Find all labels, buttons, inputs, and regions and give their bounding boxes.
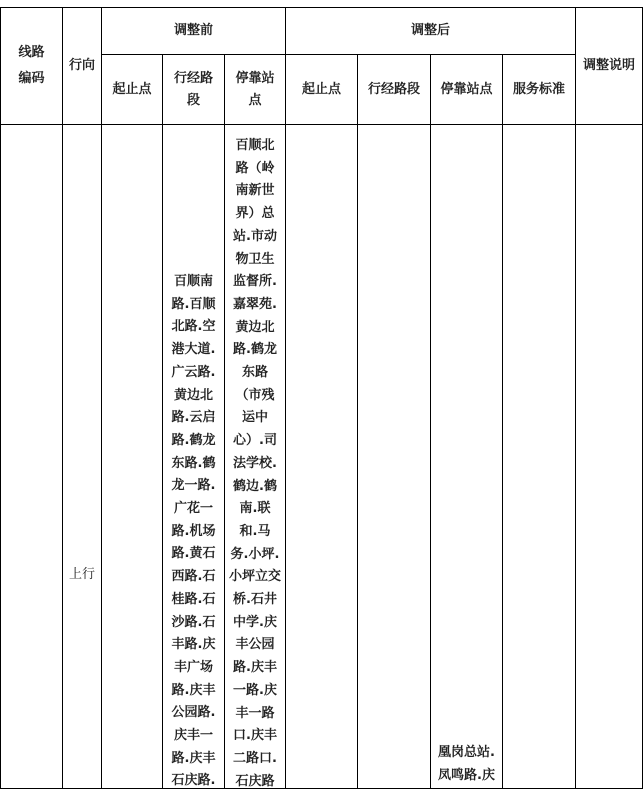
header-after-service: 服务标准 bbox=[512, 81, 565, 97]
before-stops-line: 石庆路 bbox=[235, 773, 275, 789]
before-stops-line: 界）总 bbox=[235, 206, 275, 222]
before-route-line: 广花一 bbox=[173, 501, 213, 517]
col-rule-0 bbox=[0, 7, 1, 789]
before-route-line: 路.庆丰 bbox=[171, 682, 216, 698]
before-stops-line: 丰公园 bbox=[235, 637, 275, 653]
before-route-line: 百顺南 bbox=[173, 274, 213, 289]
header-route-code bbox=[1, 8, 62, 124]
before-route-line: 路.庆丰 bbox=[171, 750, 216, 766]
col-rule-5 bbox=[285, 7, 286, 789]
before-stops-line: 嘉翠苑. bbox=[233, 296, 277, 312]
before-stops-line: （市残 bbox=[235, 387, 275, 403]
before-stops-line: 二路口. bbox=[233, 750, 277, 766]
before-stops-line: 心）.司 bbox=[233, 433, 277, 449]
after-stops-line: 凰岗总站. bbox=[438, 745, 495, 760]
header-bottom-rule bbox=[0, 124, 643, 125]
header-before-route-line2: 段 bbox=[186, 92, 200, 108]
before-route-line: 路.机场 bbox=[171, 523, 216, 539]
before-stops-line: 南新世 bbox=[235, 183, 275, 199]
col-rule-8 bbox=[502, 54, 503, 789]
before-stops-line: 黄边北 bbox=[235, 319, 275, 335]
before-route-cell bbox=[163, 271, 224, 793]
before-stops-line: 中学.庆 bbox=[233, 614, 277, 630]
before-stops-line: 物卫生 bbox=[235, 251, 275, 267]
before-route-line: 路.黄石 bbox=[171, 546, 216, 562]
before-route-line: 路.鹤龙 bbox=[171, 432, 216, 448]
header-before-stops-line2: 点 bbox=[248, 92, 262, 108]
header-after: 调整后 bbox=[410, 23, 450, 38]
header-before: 调整前 bbox=[173, 23, 213, 38]
before-route-line: 路.云启 bbox=[171, 410, 216, 426]
before-route-line: 公园路. bbox=[171, 705, 216, 721]
before-stops-line: 路.庆丰 bbox=[233, 660, 277, 676]
before-stops-line: 小坪立交 bbox=[228, 569, 281, 585]
header-direction: 行向 bbox=[68, 58, 95, 73]
before-stops-line: 法学校. bbox=[233, 455, 277, 471]
before-stops-cell bbox=[225, 135, 285, 793]
col-rule-2 bbox=[101, 7, 102, 789]
before-stops-line: 和.马 bbox=[239, 523, 271, 539]
header-route-code-line2: 编码 bbox=[18, 71, 45, 86]
before-route-line: 龙一路. bbox=[171, 478, 216, 494]
before-stops-line: 东路 bbox=[241, 365, 268, 381]
before-stops-line: 鹤边.鹤 bbox=[233, 478, 277, 494]
before-route-line: 西路.石 bbox=[171, 569, 216, 585]
before-stops-line: 运中 bbox=[241, 410, 268, 426]
col-rule-7 bbox=[430, 54, 431, 789]
header-before-endpoints: 起止点 bbox=[112, 81, 152, 97]
before-route-line: 北路.空 bbox=[171, 319, 216, 335]
before-stops-line: 监督所. bbox=[233, 274, 277, 290]
before-route-line: 庆丰一 bbox=[173, 728, 213, 744]
before-stops-line: 丰一路 bbox=[235, 705, 275, 721]
after-stops-line: 凤鸣路.庆 bbox=[438, 767, 495, 783]
before-stops-line: 路（岭 bbox=[235, 160, 275, 176]
header-before-route-line1: 行经路 bbox=[173, 70, 213, 86]
before-route-line: 广云路. bbox=[171, 364, 216, 380]
before-stops-line: 百顺北 bbox=[235, 138, 275, 153]
before-route-line: 沙路.石 bbox=[171, 614, 216, 630]
before-stops-line: 务.小坪. bbox=[230, 546, 280, 562]
before-stops-line: 桥.石井 bbox=[233, 592, 277, 608]
col-rule-1 bbox=[62, 7, 63, 789]
header-before-stops-line1: 停靠站 bbox=[235, 70, 275, 86]
before-route-line: 丰路.庆 bbox=[171, 637, 216, 653]
header-before-route bbox=[163, 55, 224, 124]
col-rule-9 bbox=[575, 7, 576, 789]
row-direction: 上行 bbox=[68, 567, 95, 582]
before-stops-line: 路.鹤龙 bbox=[233, 342, 277, 358]
header-note: 调整说明 bbox=[582, 58, 635, 73]
before-route-line: 港大道. bbox=[171, 342, 216, 358]
header-after-endpoints: 起止点 bbox=[301, 81, 341, 97]
before-stops-line: 站.市动 bbox=[233, 228, 277, 244]
before-stops-line: 一路.庆 bbox=[233, 682, 277, 698]
header-route-code-line1: 线路 bbox=[18, 45, 45, 60]
before-route-line: 桂路.石 bbox=[171, 591, 216, 607]
before-route-line: 石庆路. bbox=[171, 773, 216, 789]
before-route-line: 丰广场 bbox=[173, 659, 213, 675]
before-route-line: 黄边北 bbox=[173, 387, 213, 403]
before-route-line: 东路.鹤 bbox=[171, 455, 216, 471]
before-stops-line: 南.联 bbox=[239, 501, 271, 517]
header-before-stops bbox=[225, 55, 285, 124]
before-route-line: 路.百顺 bbox=[171, 296, 216, 312]
header-after-stops: 停靠站点 bbox=[440, 81, 493, 97]
after-stops-cell bbox=[431, 742, 502, 787]
before-stops-line: 口.庆丰 bbox=[233, 728, 277, 744]
header-after-route: 行经路段 bbox=[367, 81, 420, 97]
col-rule-6 bbox=[357, 54, 358, 789]
